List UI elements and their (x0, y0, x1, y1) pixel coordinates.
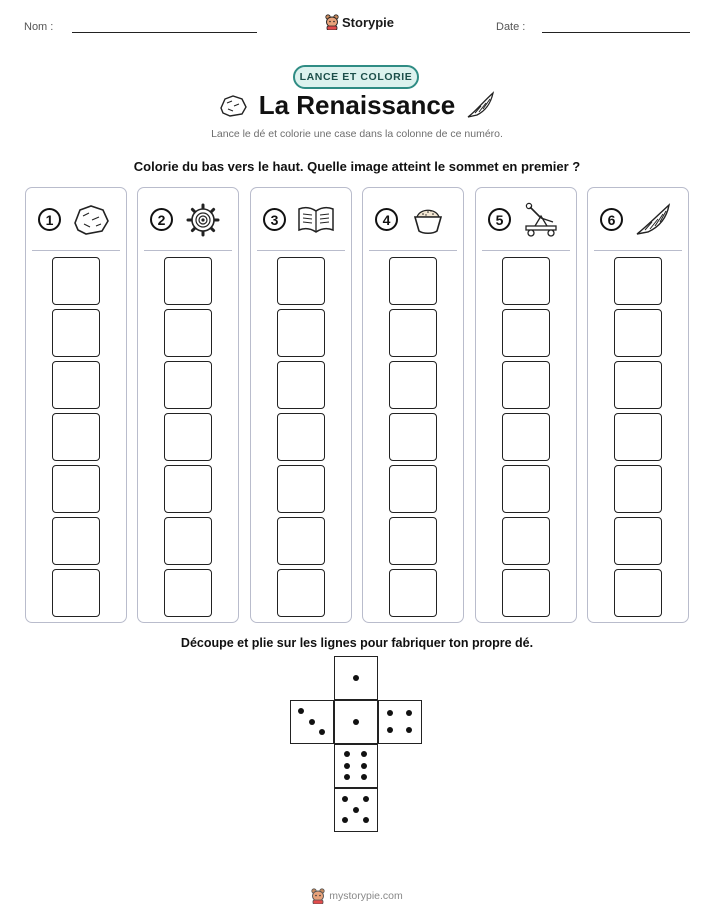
wing-icon (633, 202, 673, 238)
die-pip (363, 796, 369, 802)
column-header (588, 188, 688, 250)
bear-mascot-icon (325, 14, 339, 30)
color-cell[interactable] (614, 569, 662, 617)
color-cell[interactable] (164, 309, 212, 357)
die-face-4 (378, 700, 422, 744)
instruction: Colorie du bas vers le haut. Quelle image atteint le sommet en premier ? (133, 159, 581, 174)
color-cell[interactable] (52, 569, 100, 617)
column-divider (32, 250, 120, 251)
column-divider (144, 250, 232, 251)
color-cell[interactable] (502, 517, 550, 565)
rock-icon (71, 202, 111, 238)
color-cell[interactable] (502, 361, 550, 409)
color-cell[interactable] (164, 465, 212, 513)
column-divider (369, 250, 457, 251)
color-cell[interactable] (502, 413, 550, 461)
die-pip (344, 763, 350, 769)
catapult-icon (521, 202, 561, 238)
column-6 (587, 187, 689, 623)
color-cell[interactable] (502, 569, 550, 617)
die-pip (353, 719, 359, 725)
die-pip (353, 807, 359, 813)
column-header (26, 188, 126, 250)
color-cell[interactable] (614, 517, 662, 565)
column-3 (250, 187, 352, 623)
color-cell[interactable] (277, 361, 325, 409)
color-cell[interactable] (502, 309, 550, 357)
color-cell[interactable] (277, 569, 325, 617)
die-pip (406, 727, 412, 733)
die-pip (344, 774, 350, 780)
column-5 (475, 187, 577, 623)
die-pip (298, 708, 304, 714)
die-pip (361, 763, 367, 769)
die-face-1 (334, 700, 378, 744)
color-cell[interactable] (502, 465, 550, 513)
color-cell[interactable] (164, 361, 212, 409)
subtitle: Lance le dé et colorie une case dans la colonne de ce numéro. (211, 128, 503, 140)
die-face-1 (334, 656, 378, 700)
column-divider (594, 250, 682, 251)
wing-icon (465, 90, 497, 120)
footer-url: mystorypie.com (329, 890, 403, 902)
color-cell[interactable] (52, 413, 100, 461)
color-cell[interactable] (277, 465, 325, 513)
color-cell[interactable] (52, 361, 100, 409)
color-cell[interactable] (389, 569, 437, 617)
color-cell[interactable] (164, 413, 212, 461)
color-cell[interactable] (277, 413, 325, 461)
activity-badge: LANCE ET COLORIE (293, 65, 419, 89)
date-line (542, 32, 690, 33)
column-1 (25, 187, 127, 623)
die-pip (363, 817, 369, 823)
die-pip (361, 774, 367, 780)
page-title: La Renaissance (258, 90, 456, 120)
die-face-6 (334, 744, 378, 788)
column-4 (362, 187, 464, 623)
die-pip (319, 729, 325, 735)
column-number: 1 (38, 208, 61, 231)
brand-logo (325, 14, 394, 30)
color-cell[interactable] (614, 361, 662, 409)
footer (0, 888, 714, 904)
die-pip (342, 796, 348, 802)
column-divider (257, 250, 345, 251)
column-divider (482, 250, 570, 251)
die-pip (406, 710, 412, 716)
date-label: Date : (496, 21, 526, 33)
color-cell[interactable] (164, 517, 212, 565)
color-cell[interactable] (502, 257, 550, 305)
color-cell[interactable] (614, 465, 662, 513)
color-cell[interactable] (389, 309, 437, 357)
book-icon (296, 202, 336, 238)
die-pip (344, 751, 350, 757)
color-cell[interactable] (389, 465, 437, 513)
gear-icon (183, 202, 223, 238)
column-number: 4 (375, 208, 398, 231)
color-cell[interactable] (52, 309, 100, 357)
name-label: Nom : (24, 21, 54, 33)
color-cell[interactable] (277, 257, 325, 305)
name-line (72, 32, 257, 33)
color-cell[interactable] (52, 465, 100, 513)
die-net (290, 656, 424, 834)
color-cell[interactable] (614, 257, 662, 305)
color-cell[interactable] (389, 257, 437, 305)
color-cell[interactable] (277, 309, 325, 357)
column-header (138, 188, 238, 250)
die-face-3 (290, 700, 334, 744)
die-pip (342, 817, 348, 823)
column-number: 6 (600, 208, 623, 231)
bear-mascot-icon (311, 888, 325, 904)
color-cell[interactable] (389, 361, 437, 409)
color-cell[interactable] (164, 569, 212, 617)
column-header (476, 188, 576, 250)
column-header (363, 188, 463, 250)
die-pip (387, 727, 393, 733)
color-cell[interactable] (614, 413, 662, 461)
color-cell[interactable] (614, 309, 662, 357)
column-header (251, 188, 351, 250)
color-cell[interactable] (52, 257, 100, 305)
column-2 (137, 187, 239, 623)
color-cell[interactable] (389, 413, 437, 461)
die-face-5 (334, 788, 378, 832)
die-instruction: Découpe et plie sur les lignes pour fabriquer ton propre dé. (180, 636, 534, 650)
powder-bowl-icon (408, 202, 448, 238)
color-cell[interactable] (52, 517, 100, 565)
column-number: 3 (263, 208, 286, 231)
color-cell[interactable] (164, 257, 212, 305)
brand-name: Storypie (342, 14, 395, 30)
column-number: 2 (150, 208, 173, 231)
color-cell[interactable] (389, 517, 437, 565)
column-number: 5 (488, 208, 511, 231)
die-pip (353, 675, 359, 681)
color-cell[interactable] (277, 517, 325, 565)
die-pip (309, 719, 315, 725)
die-pip (387, 710, 393, 716)
die-pip (361, 751, 367, 757)
